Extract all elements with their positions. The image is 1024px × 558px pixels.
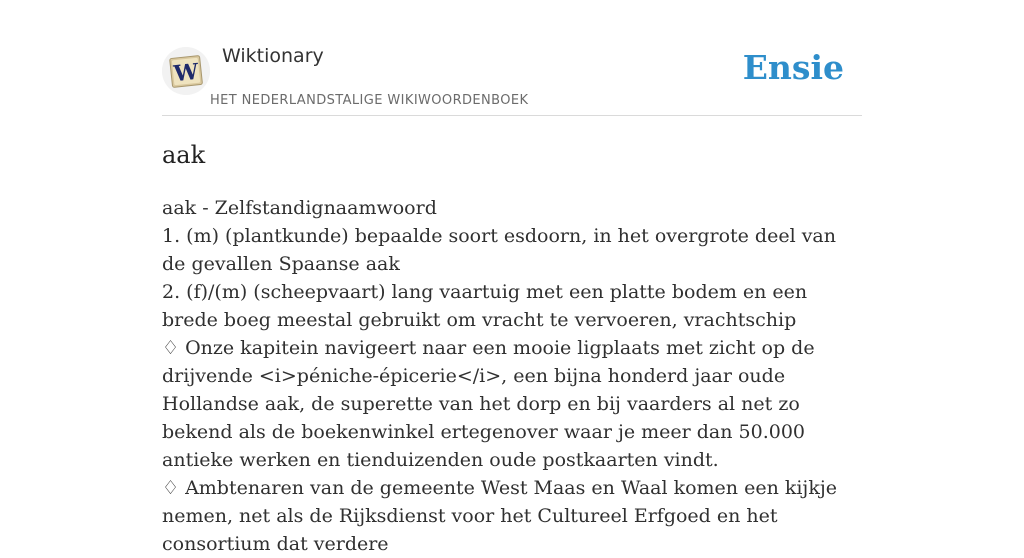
entry-content xyxy=(162,138,862,558)
example-1: ♢ Onze kapitein navigeert naar een mooie ligplaats met zicht op de drijvende <i>péniche-épicerie</i>, een bijna honderd jaar oude Hollandse aak, de superette van het dorp en bij vaarders al net zo bekend als de boekenwinkel ertegenover waar je meer dan 50.000 antieke werken en tienduizenden oude postkaarten vindt. xyxy=(162,337,815,471)
ensie-brand-logo[interactable]: Ensie xyxy=(742,48,844,87)
site-header xyxy=(162,0,862,116)
site-tagline: HET NEDERLANDSTALIGE WIKIWOORDENBOEK xyxy=(210,93,529,108)
definition-2: 2. (f)/(m) (scheepvaart) lang vaartuig met een platte bodem en een brede boeg meestal gebruikt om vracht te vervoeren, vrachtschip xyxy=(162,281,808,331)
entry-title: aak xyxy=(162,141,206,169)
word-type-line: aak - Zelfstandignaamwoord xyxy=(162,197,437,219)
wiktionary-logo-icon[interactable] xyxy=(162,47,210,95)
definition-1: 1. (m) (plantkunde) bepaalde soort esdoorn, in het overgrote deel van de gevallen Spaanse aak xyxy=(162,225,836,275)
svg-text:W: W xyxy=(172,58,200,88)
example-2: ♢ Ambtenaren van de gemeente West Maas en Waal komen een kijkje nemen, net als de Rijksdienst voor het Cultureel Erfgoed en het consortium dat verdere xyxy=(162,477,837,555)
site-name[interactable]: Wiktionary xyxy=(222,45,324,67)
